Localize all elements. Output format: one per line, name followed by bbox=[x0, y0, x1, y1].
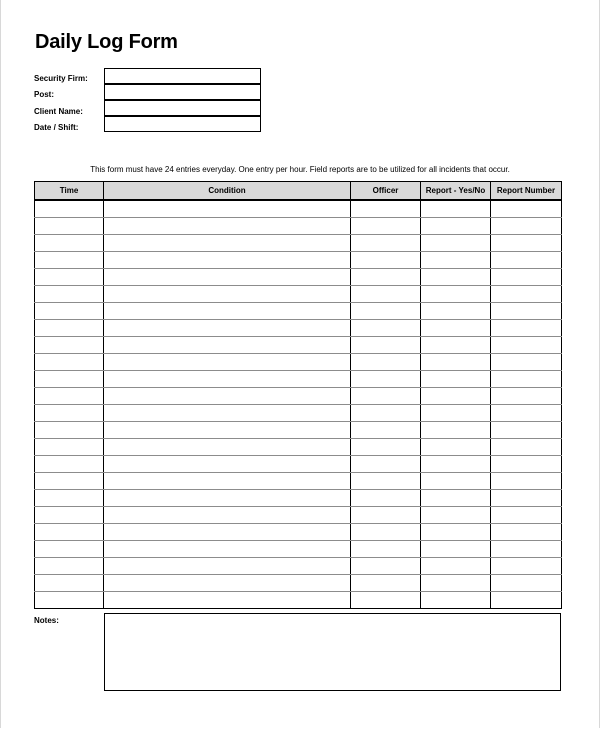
table-cell-condition[interactable] bbox=[104, 558, 351, 575]
table-row bbox=[35, 507, 562, 524]
table-cell-report-number[interactable] bbox=[491, 405, 562, 422]
table-cell-time[interactable] bbox=[35, 303, 104, 320]
table-cell-condition[interactable] bbox=[104, 303, 351, 320]
table-cell-report-number[interactable] bbox=[491, 218, 562, 235]
table-cell-time[interactable] bbox=[35, 286, 104, 303]
table-cell-report-number[interactable] bbox=[491, 575, 562, 592]
table-cell-report-yes-no[interactable] bbox=[421, 473, 491, 490]
table-cell-condition[interactable] bbox=[104, 524, 351, 541]
table-cell-report-number[interactable] bbox=[491, 303, 562, 320]
table-row bbox=[35, 354, 562, 371]
table-cell-condition[interactable] bbox=[104, 286, 351, 303]
table-row bbox=[35, 575, 562, 592]
table-cell-officer[interactable] bbox=[351, 541, 421, 558]
table-cell-report-yes-no[interactable] bbox=[421, 200, 491, 218]
table-row bbox=[35, 337, 562, 354]
table-cell-officer[interactable] bbox=[351, 575, 421, 592]
table-cell-time[interactable] bbox=[35, 558, 104, 575]
table-cell-time[interactable] bbox=[35, 405, 104, 422]
table-cell-officer[interactable] bbox=[351, 303, 421, 320]
table-row bbox=[35, 388, 562, 405]
table-cell-time[interactable] bbox=[35, 541, 104, 558]
table-row bbox=[35, 541, 562, 558]
table-cell-report-number[interactable] bbox=[491, 371, 562, 388]
table-cell-officer[interactable] bbox=[351, 200, 421, 218]
table-cell-time[interactable] bbox=[35, 218, 104, 235]
table-cell-time[interactable] bbox=[35, 507, 104, 524]
table-cell-condition[interactable] bbox=[104, 337, 351, 354]
table-row bbox=[35, 405, 562, 422]
table-row bbox=[35, 422, 562, 439]
table-cell-officer[interactable] bbox=[351, 405, 421, 422]
table-cell-time[interactable] bbox=[35, 575, 104, 592]
date-shift-field[interactable] bbox=[104, 116, 261, 132]
table-cell-officer[interactable] bbox=[351, 320, 421, 337]
table-row bbox=[35, 473, 562, 490]
table-cell-condition[interactable] bbox=[104, 269, 351, 286]
log-table-body bbox=[35, 200, 562, 609]
table-cell-report-yes-no[interactable] bbox=[421, 422, 491, 439]
table-cell-condition[interactable] bbox=[104, 235, 351, 252]
table-cell-report-number[interactable] bbox=[491, 200, 562, 218]
notes-field[interactable] bbox=[104, 613, 561, 691]
table-cell-officer[interactable] bbox=[351, 218, 421, 235]
table-row bbox=[35, 200, 562, 218]
table-cell-time[interactable] bbox=[35, 252, 104, 269]
column-header-condition: Condition bbox=[104, 182, 351, 201]
form-title: Daily Log Form bbox=[35, 31, 178, 53]
table-cell-report-yes-no[interactable] bbox=[421, 235, 491, 252]
table-cell-report-yes-no[interactable] bbox=[421, 371, 491, 388]
date-shift-label: Date / Shift: bbox=[34, 123, 79, 132]
table-cell-condition[interactable] bbox=[104, 320, 351, 337]
table-cell-report-number[interactable] bbox=[491, 592, 562, 609]
table-cell-time[interactable] bbox=[35, 439, 104, 456]
column-header-report-number: Report Number bbox=[491, 182, 562, 201]
column-header-officer: Officer bbox=[351, 182, 421, 201]
table-cell-officer[interactable] bbox=[351, 388, 421, 405]
table-cell-officer[interactable] bbox=[351, 337, 421, 354]
table-cell-time[interactable] bbox=[35, 337, 104, 354]
table-cell-report-number[interactable] bbox=[491, 235, 562, 252]
table-cell-report-number[interactable] bbox=[491, 473, 562, 490]
table-cell-condition[interactable] bbox=[104, 405, 351, 422]
table-cell-report-number[interactable] bbox=[491, 456, 562, 473]
table-cell-report-number[interactable] bbox=[491, 388, 562, 405]
table-cell-condition[interactable] bbox=[104, 252, 351, 269]
table-cell-report-number[interactable] bbox=[491, 524, 562, 541]
client-name-field[interactable] bbox=[104, 100, 261, 116]
form-instructions: This form must have 24 entries everyday. One entry per hour. Field reports are to be utilized for all incidents that occur. bbox=[90, 165, 510, 174]
table-cell-condition[interactable] bbox=[104, 439, 351, 456]
table-cell-officer[interactable] bbox=[351, 490, 421, 507]
table-cell-officer[interactable] bbox=[351, 371, 421, 388]
table-cell-condition[interactable] bbox=[104, 473, 351, 490]
table-cell-report-yes-no[interactable] bbox=[421, 541, 491, 558]
table-cell-officer[interactable] bbox=[351, 235, 421, 252]
table-cell-time[interactable] bbox=[35, 235, 104, 252]
table-cell-officer[interactable] bbox=[351, 422, 421, 439]
table-cell-report-yes-no[interactable] bbox=[421, 575, 491, 592]
table-cell-officer[interactable] bbox=[351, 592, 421, 609]
log-table bbox=[34, 181, 562, 609]
table-cell-condition[interactable] bbox=[104, 592, 351, 609]
table-row bbox=[35, 252, 562, 269]
table-cell-report-number[interactable] bbox=[491, 558, 562, 575]
table-cell-report-yes-no[interactable] bbox=[421, 507, 491, 524]
table-cell-time[interactable] bbox=[35, 592, 104, 609]
table-cell-condition[interactable] bbox=[104, 456, 351, 473]
security-firm-field[interactable] bbox=[104, 68, 261, 84]
table-cell-report-yes-no[interactable] bbox=[421, 303, 491, 320]
table-cell-condition[interactable] bbox=[104, 507, 351, 524]
table-cell-report-yes-no[interactable] bbox=[421, 269, 491, 286]
table-row bbox=[35, 371, 562, 388]
table-row bbox=[35, 269, 562, 286]
table-cell-report-yes-no[interactable] bbox=[421, 405, 491, 422]
table-cell-report-number[interactable] bbox=[491, 422, 562, 439]
table-row bbox=[35, 235, 562, 252]
table-cell-report-yes-no[interactable] bbox=[421, 252, 491, 269]
table-row bbox=[35, 490, 562, 507]
table-cell-time[interactable] bbox=[35, 354, 104, 371]
table-cell-condition[interactable] bbox=[104, 575, 351, 592]
column-header-time: Time bbox=[35, 182, 104, 201]
table-row bbox=[35, 303, 562, 320]
table-row bbox=[35, 439, 562, 456]
table-cell-officer[interactable] bbox=[351, 439, 421, 456]
table-cell-condition[interactable] bbox=[104, 422, 351, 439]
table-cell-time[interactable] bbox=[35, 371, 104, 388]
log-table-header bbox=[35, 182, 562, 201]
table-cell-time[interactable] bbox=[35, 456, 104, 473]
table-row bbox=[35, 592, 562, 609]
security-firm-label: Security Firm: bbox=[34, 74, 88, 83]
table-cell-report-yes-no[interactable] bbox=[421, 439, 491, 456]
table-cell-report-number[interactable] bbox=[491, 320, 562, 337]
table-cell-report-yes-no[interactable] bbox=[421, 592, 491, 609]
post-field[interactable] bbox=[104, 84, 261, 100]
table-cell-time[interactable] bbox=[35, 422, 104, 439]
table-row bbox=[35, 456, 562, 473]
table-cell-report-number[interactable] bbox=[491, 439, 562, 456]
table-row bbox=[35, 558, 562, 575]
table-cell-report-number[interactable] bbox=[491, 354, 562, 371]
table-row bbox=[35, 320, 562, 337]
table-cell-time[interactable] bbox=[35, 490, 104, 507]
table-cell-officer[interactable] bbox=[351, 507, 421, 524]
table-cell-report-yes-no[interactable] bbox=[421, 354, 491, 371]
table-cell-time[interactable] bbox=[35, 473, 104, 490]
table-cell-time[interactable] bbox=[35, 269, 104, 286]
table-row bbox=[35, 218, 562, 235]
table-cell-condition[interactable] bbox=[104, 490, 351, 507]
table-cell-report-number[interactable] bbox=[491, 252, 562, 269]
table-cell-officer[interactable] bbox=[351, 456, 421, 473]
client-name-label: Client Name: bbox=[34, 107, 83, 116]
table-cell-condition[interactable] bbox=[104, 218, 351, 235]
table-cell-time[interactable] bbox=[35, 200, 104, 218]
table-cell-report-number[interactable] bbox=[491, 507, 562, 524]
post-label: Post: bbox=[34, 90, 54, 99]
table-cell-officer[interactable] bbox=[351, 558, 421, 575]
table-cell-report-yes-no[interactable] bbox=[421, 524, 491, 541]
table-cell-condition[interactable] bbox=[104, 371, 351, 388]
table-cell-report-number[interactable] bbox=[491, 490, 562, 507]
table-cell-time[interactable] bbox=[35, 388, 104, 405]
table-cell-report-yes-no[interactable] bbox=[421, 388, 491, 405]
table-cell-officer[interactable] bbox=[351, 269, 421, 286]
table-cell-report-yes-no[interactable] bbox=[421, 337, 491, 354]
table-cell-report-yes-no[interactable] bbox=[421, 218, 491, 235]
table-cell-time[interactable] bbox=[35, 524, 104, 541]
table-cell-officer[interactable] bbox=[351, 354, 421, 371]
table-row bbox=[35, 524, 562, 541]
table-cell-report-yes-no[interactable] bbox=[421, 320, 491, 337]
table-cell-report-yes-no[interactable] bbox=[421, 558, 491, 575]
table-cell-time[interactable] bbox=[35, 320, 104, 337]
table-cell-condition[interactable] bbox=[104, 200, 351, 218]
table-cell-report-yes-no[interactable] bbox=[421, 490, 491, 507]
notes-label: Notes: bbox=[34, 616, 59, 625]
table-cell-condition[interactable] bbox=[104, 388, 351, 405]
table-cell-condition[interactable] bbox=[104, 541, 351, 558]
table-cell-report-number[interactable] bbox=[491, 286, 562, 303]
column-header-report-yes-no: Report - Yes/No bbox=[421, 182, 491, 201]
table-cell-report-number[interactable] bbox=[491, 541, 562, 558]
table-row bbox=[35, 286, 562, 303]
table-cell-officer[interactable] bbox=[351, 473, 421, 490]
table-cell-officer[interactable] bbox=[351, 286, 421, 303]
table-cell-report-yes-no[interactable] bbox=[421, 286, 491, 303]
table-cell-condition[interactable] bbox=[104, 354, 351, 371]
table-cell-report-number[interactable] bbox=[491, 337, 562, 354]
table-cell-report-yes-no[interactable] bbox=[421, 456, 491, 473]
table-cell-report-number[interactable] bbox=[491, 269, 562, 286]
table-cell-officer[interactable] bbox=[351, 524, 421, 541]
table-cell-officer[interactable] bbox=[351, 252, 421, 269]
